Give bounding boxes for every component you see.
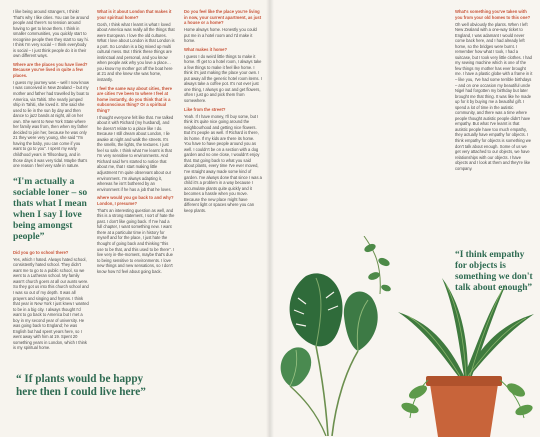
body-paragraph: I guess I do weird little things to make it home. I'll get to a hotel room, I always take a few things to make it feel like home. I think it's just making the place your own. I put away all the generic hotel room items. I always take a coffee pot. It's not ever just one thing, I always go out and get flowers, often I just go and pick them from somewhere. bbox=[184, 53, 262, 104]
potted-fern-illustration bbox=[388, 272, 540, 437]
large-pull-quote: “ If plants would be happy here then I could live here” bbox=[16, 373, 146, 398]
interview-question: where would you go back to and why? London, I presume? bbox=[97, 195, 174, 206]
interview-question: Do you feel like the place you're living in now, your current apartment, as just a house or a home? bbox=[184, 9, 262, 25]
interview-question: What is it about London that makes it your spiritual home? bbox=[97, 9, 172, 20]
interview-question: I feel the same way about cities, there are cities I've been to where I feel at home instantly, do you think that is a subconscious thing? Or a spiritual thing? bbox=[97, 85, 172, 113]
article-column-1 bbox=[13, 9, 89, 429]
body-paragraph: Yeah. If I have money, I'll buy some, but I think it's quite nice going around the neighbourhood and getting nice flowers. But it's people as well. If Richard is there, its home. If my kids are there its home. You have to have people around you as well. I couldn't be on a section with a dog garden and no one close, I wouldn't enjoy that. But going back to what you said about plants, every time I've ever moved, I've straight away made some kind of garden. I've always done that since I was a child it's a problem in a way because I accumulate plants quite quickly and it becomes a hassle when you move. Because the new place might have different light or spaces where you can keep plants. bbox=[184, 113, 262, 213]
body-paragraph: That's an interesting question as well, and this is a strong statement, I sort of hate the past. I don't like going back. If I've had a full chapter, I want something new. I want there at a particular time in history for myself and for the place, I just hate the thought of going back and thinking "this use to be that, and this used to be there". I live very in-the-moment, maybe that's due to being sensitive to environments. I love new things and new sensations, so I don't know how I'd feel about going back. bbox=[97, 207, 175, 274]
right-pull-quote: “I think empathy for objects is something we don't talk about enough” bbox=[455, 250, 533, 293]
article-column-6 bbox=[455, 9, 533, 241]
pull-quote: “I'm actually a sociable loner – so thats what I mean when I say I love being amongst people” bbox=[13, 175, 88, 242]
hanging-pothos-illustration bbox=[360, 236, 404, 296]
interview-question: Where are the places you have lived? Because you've lived in quite a few places. bbox=[13, 61, 88, 78]
body-paragraph: I thought everyone felt like that. I've talked about it with Richard (my husband), and he doesn't relate to a place like I do. Because I still dream about London, I lie awake at night and walk the streets. It's the smells, the lights, the textures. I just feel so safe. I think what I've learnt is that I'm very sensitive to environments. And Richard said he's started to notice that about me, that I start making little adjustment I'm quite observant about our environment. I'm always adapting it, whereas he isn't bothered by an environment if he has a job that he loves. bbox=[97, 114, 174, 192]
body-paragraph: I guess my journey was – well I now know I was conceived in New Zealand – but my mother and father had travelled by boat to America, via Tahiti. She nearly jumped ship in Tahiti, she loved it. She said she used to lie in the sun by day and then dance to jazz bands at night, all on her own. She went to New York State where her family was from, then when my father decided to join her, because he was only 21 they were very young, she said "I'm having the baby, you can come if you want to go to you". I spent my early childhood years in Tillsonburg, and in those days it was very tidal. Maybe that's one reason I feel very safe in nature. bbox=[13, 79, 89, 169]
interview-question: Did you go to school there? bbox=[13, 249, 69, 255]
interview-question: Like from the street? bbox=[184, 106, 226, 112]
article-column-2 bbox=[97, 9, 175, 379]
body-paragraph: Gosh, I think what I learnt is what I loved about America was really all the things that were European. I love the old cultures. What I love about London is that London is a port. So London is a big mixed up multi cultural mess. But I think these things are instinctual and personal, and you know when people ask why you love a place… you know my mother got off the boat here at 21 and she knew she was home, instantly. bbox=[97, 21, 175, 82]
body-paragraph: Yes, which I hated. Always hated school, consistently hated school. They didn't want me to go to a public school, so we went to a Lutheran school. My family wasn't church goers at all our aunts were. So they got us into this church school and I was so out of my depth. It was all prayers and singing and hymns. I think that year in New York I just knew I wanted to be in a big city. I always thought I'd want to go back to America but I met a boy in my second year of university. He was going back to England; he was English but had spent years here, so I went away with him at 19. Spent 20 something years in London, which I think is my spiritual home. bbox=[13, 256, 89, 351]
body-paragraph: I like being around strangers, I think! That's why I like cities. You can be around people and there's no tension around having to get to know them. I think in smaller communities, you quickly start to recognise people then they start to say hi. I think I'm very social – I think everybody is social – I just think people do it in their own different ways. bbox=[13, 9, 89, 59]
page-gutter bbox=[266, 0, 274, 437]
interview-question: What's something you've taken with you from your old homes to this one? bbox=[455, 9, 531, 20]
body-paragraph: Home always home. Honestly you could put me in a hotel room and I'd make it home. bbox=[184, 27, 257, 44]
interview-question: What makes it home? bbox=[184, 46, 228, 52]
article-column-3 bbox=[184, 9, 262, 429]
body-paragraph: Oh well obviously the plants. When I left New Zealand with a one-way ticket to England, I was adamant I would never come back here, and I had already left home, so the bridges were burnt. I remember how what I took, I had a suitcase, but I took very little clothes. I had my sewing machine which is one of the few things my mother has ever brought me. I have a plastic globe with a frame in it – like you, I've had some terrible birthdays – and on one occasion my beautiful uncle Nigel had forgotten my birthday but later brought me that thing. It was like he made up for it by buying me a beautiful gift. I spend a lot of time in the autistic community, and there was a time where people thought autistic people didn't have empathy. But what I've learnt is that autistic people have too much empathy, they actually have empathy for objects. I think empathy for objects is something we don't talk about enough. Some of us we get very attached to our objects, we have relationships with our objects. I have objects and I look at them and they're like company. bbox=[455, 21, 533, 171]
